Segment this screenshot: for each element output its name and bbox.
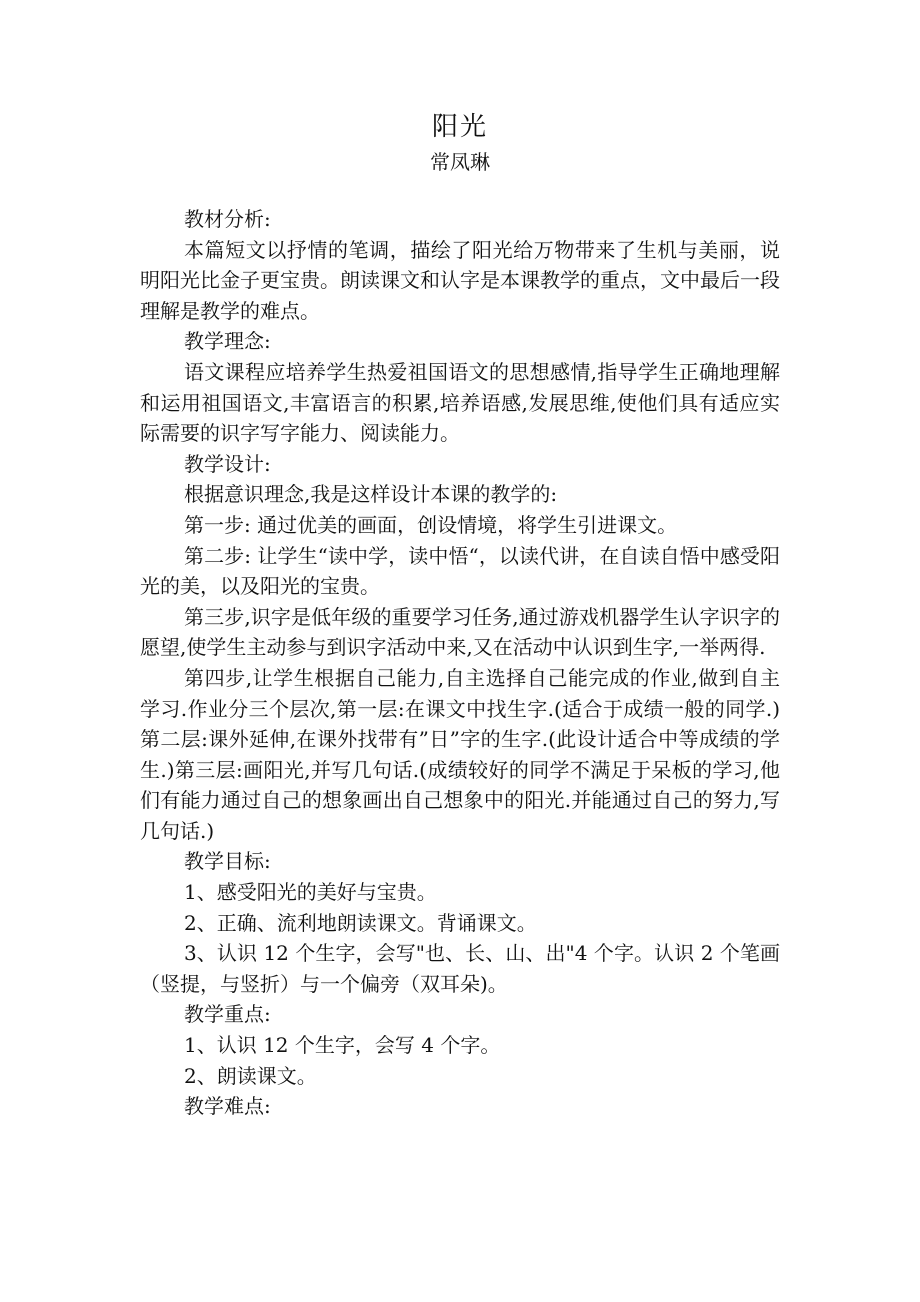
list-item: 2、朗读课文。 [184,1063,317,1088]
list-item: 1、认识 12 个生字，会写 4 个字。 [184,1033,501,1058]
section-heading: 教学目标: [184,849,271,874]
paragraph: 语文课程应培养学生热爱祖国语文的思想感情,指导学生正确地理解和运用祖国语文,丰富语言的积累,培养语感,发展思维,使他们具有适应实际需要的识字写字能力、阅读能力。 [140,359,780,446]
document-author: 常凤琳 [430,150,490,174]
paragraph: 根据意识理念,我是这样设计本课的教学的: [184,482,558,507]
list-item: 3、认识 12 个生字，会写"也、长、山、出"4 个字。认识 2 个笔画（竖提，与竖折）与一个偏旁（双耳朵)。 [140,941,780,996]
list-item: 1、感受阳光的美好与宝贵。 [184,880,437,905]
document-title: 阳光 [431,112,488,142]
section-heading: 教学难点: [184,1094,271,1119]
document-body [140,204,780,1122]
paragraph: 本篇短文以抒情的笔调，描绘了阳光给万物带来了生机与美丽，说明阳光比金子更宝贵。朗读课文和认字是本课教学的重点，文中最后一段理解是教学的难点。 [140,237,780,323]
section-heading: 教材分析: [184,207,271,231]
step-paragraph: 第四步,让学生根据自己能力,自主选择自己能完成的作业,做到自主学习.作业分三个层次,第一层:在课文中找生字.(适合于成绩一般的同学.)第二层:课外延伸,在课外找带有”日”字的生字.(此设计适合中等成绩的学生.)第三层:画阳光,并写几句话.(成绩较好的同学不满足于呆板的学习,他们有能力通过自己的想象画出自己想象中的阳光.并能通过自己的努力,写几句话.) [140,665,780,843]
section-heading: 教学重点: [184,1002,271,1027]
section-heading: 教学设计: [184,451,271,476]
step-paragraph: 第二步: 让学生“读中学，读中悟“，以读代讲，在自读自悟中感受阳光的美，以及阳光的宝贵。 [140,543,780,599]
step-paragraph: 第三步,识字是低年级的重要学习任务,通过游戏机器学生认字识字的愿望,使学生主动参与到识字活动中来,又在活动中认识到生字,一举两得. [140,604,780,660]
step-paragraph: 第一步: 通过优美的画面，创设情境，将学生引进课文。 [184,512,678,537]
section-heading: 教学理念: [184,329,271,354]
list-item: 2、正确、流利地朗读课文。背诵课文。 [184,910,537,935]
